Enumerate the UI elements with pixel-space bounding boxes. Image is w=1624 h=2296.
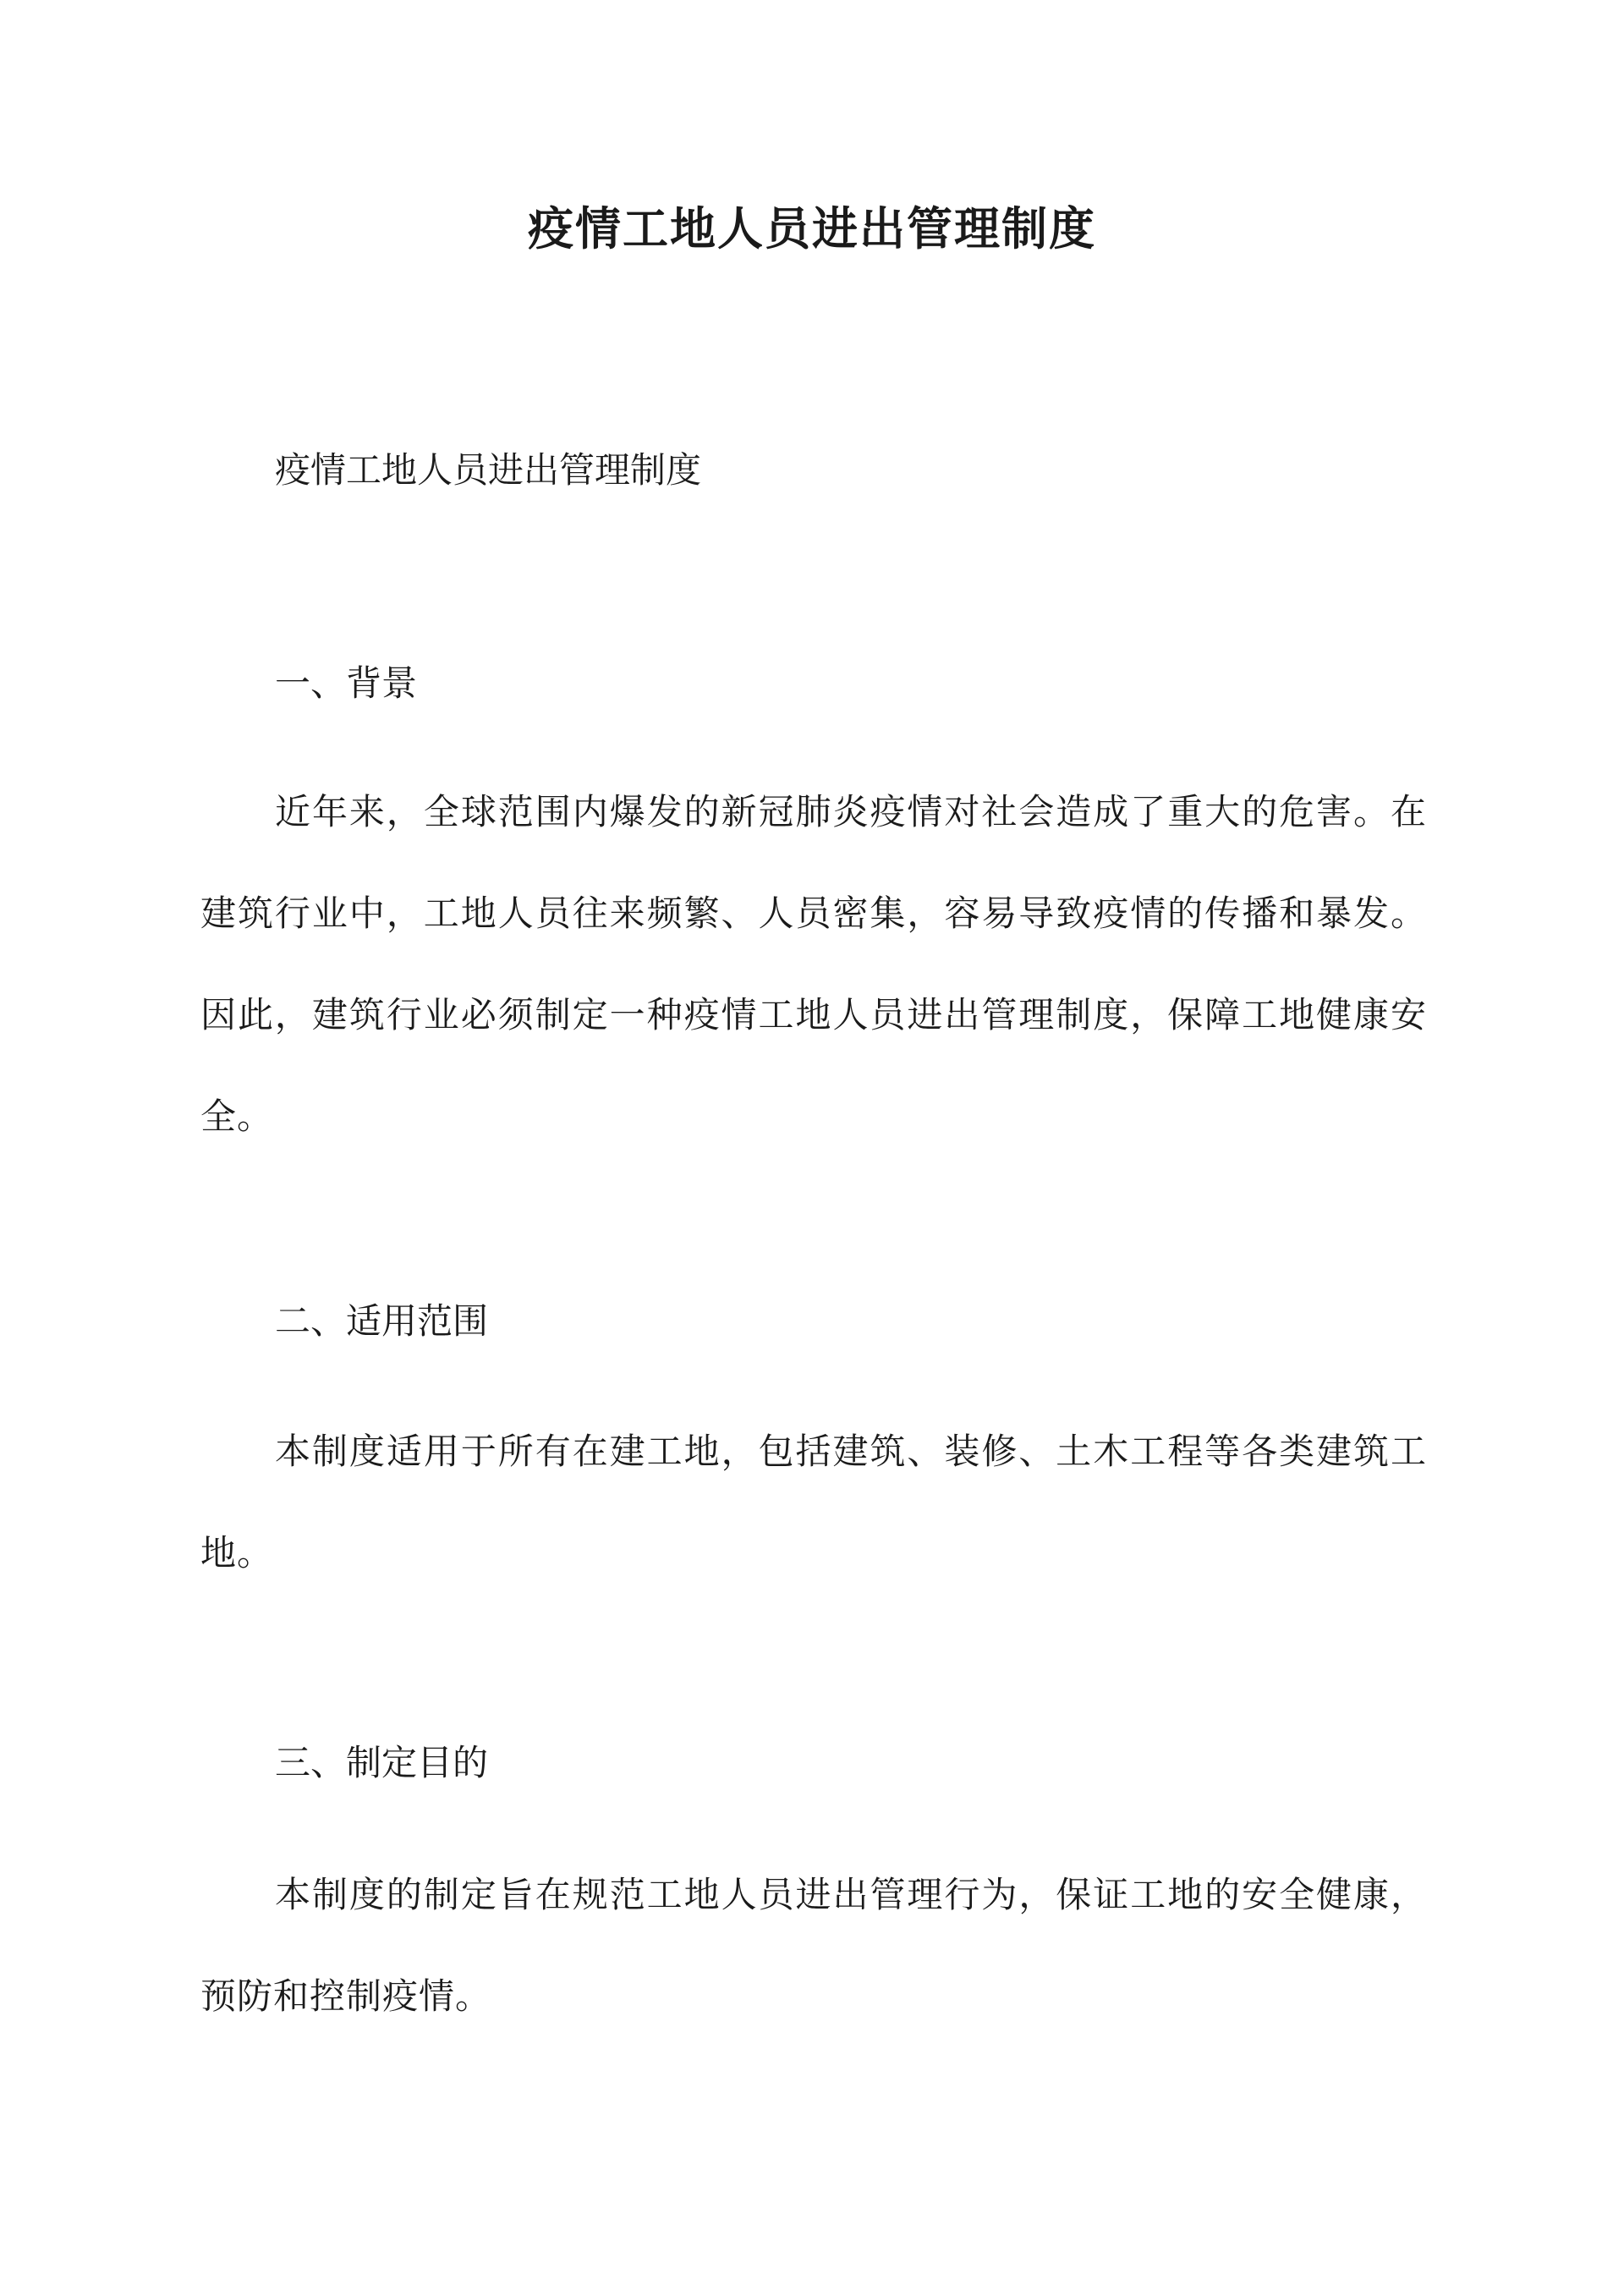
document-title: 疫情工地人员进出管理制度 [528, 201, 1096, 255]
section-body-background: 近年来，全球范围内爆发的新冠肺炎疫情对社会造成了重大的危害。在建筑行业中，工地人员往来频繁、人员密集，容易导致疫情的传播和暴发。因此，建筑行业必须制定一种疫情工地人员进出管理制度，保障工地健康安全。 [200, 791, 1427, 1137]
section-body-purpose: 本制度的制定旨在规范工地人员进出管理行为，保证工地的安全健康，预防和控制疫情。 [200, 1874, 1427, 2017]
section-body-scope: 本制度适用于所有在建工地，包括建筑、装修、土木工程等各类建筑工地。 [200, 1431, 1427, 1574]
section-heading-purpose: 三、制定目的 [275, 1742, 489, 1783]
section-heading-scope: 二、适用范围 [275, 1300, 489, 1342]
document-subtitle: 疫情工地人员进出管理制度 [275, 449, 702, 491]
section-heading-background: 一、背景 [275, 662, 418, 704]
